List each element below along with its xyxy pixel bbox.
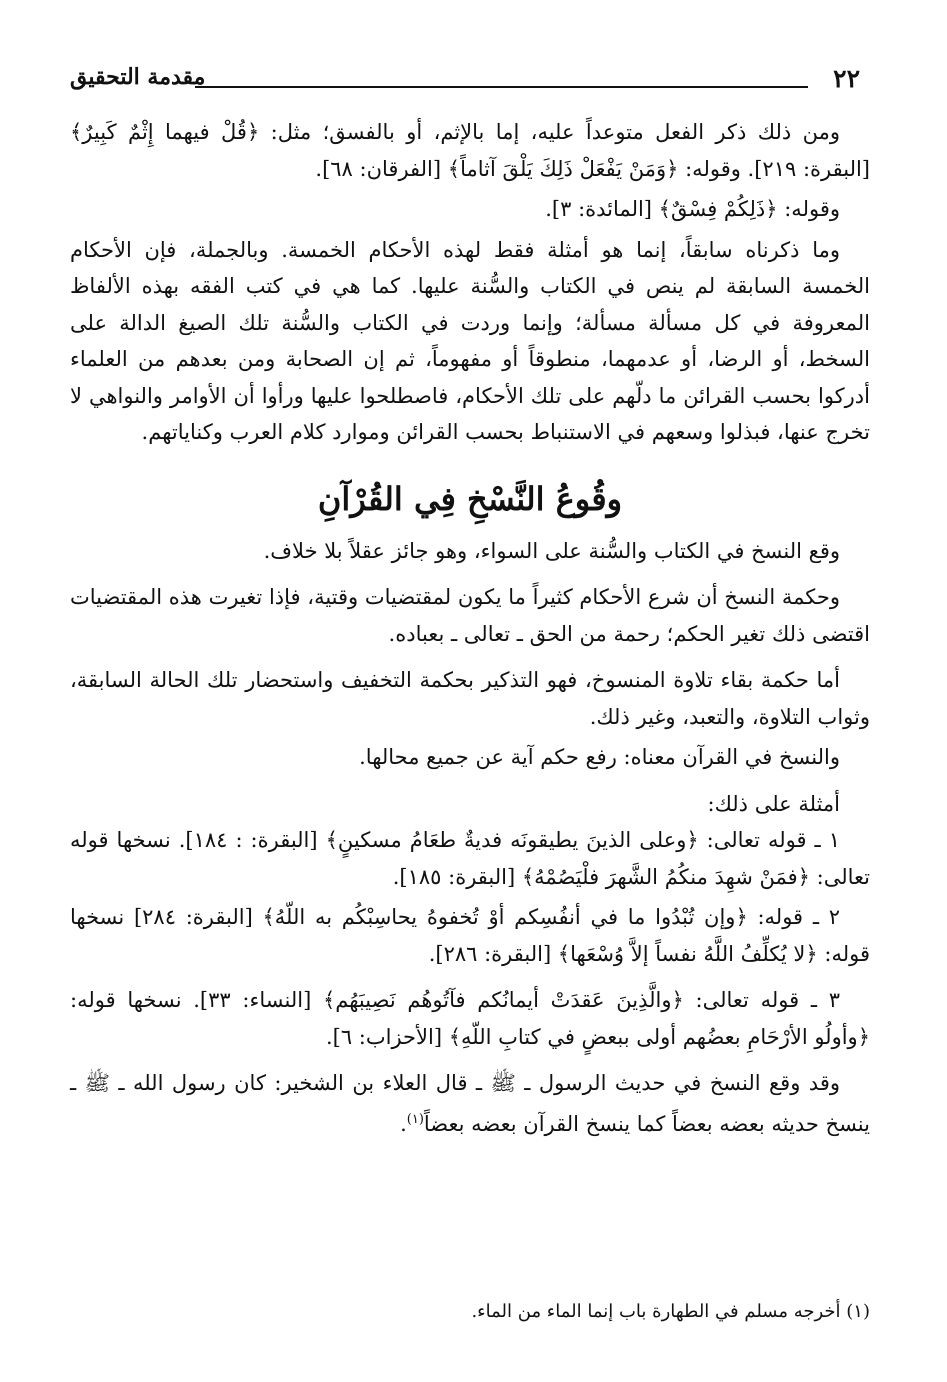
paragraph: ومن ذلك ذكر الفعل متوعداً عليه، إما بالإثم، أو بالفسق؛ مثل: ﴿قُلْ فيهما إِثْمٌ كَبِيرٌ﴾ [البقرة: ٢١٩]. وقوله: ﴿وَمَنْ يَفْعَلْ ذَلِكَ يَلْقَ آثاماً﴾ [الفرقان: ٦٨]. xyxy=(70,120,870,181)
book-page xyxy=(70,58,870,1358)
paragraph: وقع النسخ في الكتاب والسُّنة على السواء، وهو جائز عقلاً بلا خلاف. xyxy=(263,538,840,563)
paragraph: وما ذكرناه سابقاً، إنما هو أمثلة فقط لهذه الأحكام الخمسة. وبالجملة، فإن الأحكام الخمسة السابقة لم ينص في الكتاب والسُّنة عليها. كما هي في كتب الفقه بهذه الألفاظ المعروفة في كل مسألة مسألة؛ وإنما وردت في الكتاب والسُّنة تلك الصيغ الدالة على السخط، أو الرضا، أو عدمهما، منطوقاً أو مفهوماً، ثم إن الصحابة ومن بعدهم من العلماء أدركوا بحسب القرائن ما دلّهم على تلك الأحكام، فاصطلحوا عليها ورأوا أن الأوامر والنواهي لا تخرج عنها، فبذلوا وسعهم في الاستنباط بحسب القرائن وموارد كلام العرب وكناياتهم. xyxy=(70,237,870,444)
section-title: وقُوعُ النَّسْخِ فِي القُرْآنِ xyxy=(317,479,623,518)
paragraph: أما حكمة بقاء تلاوة المنسوخ، فهو التذكير بحكمة التخفيف واستحضار تلك الحالة السابقة، وثواب التلاوة، والتعبد، وغير ذلك. xyxy=(70,668,870,729)
page-header xyxy=(70,58,870,98)
footnote: (١) أخرجه مسلم في الطهارة باب إنما الماء من الماء. xyxy=(471,1301,870,1322)
example-item: ٣ ـ قوله تعالى: ﴿والَّذِينَ عَقدَتْ أيمانُكم فآتُوهُم نَصِيبَهُم﴾ [النساء: ٣٣]. نسخها قوله: ﴿وأولُو الأرْحَامِ بعضُهم أولى ببعضٍ في كتابِ اللّهِ﴾ [الأحزاب: ٦]. xyxy=(70,988,870,1049)
header-rule xyxy=(195,86,808,88)
page-number: ٢٢ xyxy=(833,64,860,93)
paragraph: وقد وقع النسخ في حديث الرسول ـ ﷺ ـ قال العلاء بن الشخير: كان رسول الله ـ ﷺ ـ ينسخ حديثه بعضه بعضاً كما ينسخ القرآن بعضه بعضاً$^{(١)}$. xyxy=(70,1071,870,1136)
example-item: ١ ـ قوله تعالى: ﴿وعلى الذينَ يطيقونَه فديةٌ طعَامُ مسكينٍ﴾ [البقرة: : ١٨٤]. نسخها قوله تعالى: ﴿فمَنْ شهِدَ منكُمُ الشَّهرَ فلْيَصُمْهُ﴾ [البقرة: ١٨٥]. xyxy=(70,828,870,889)
final-paragraph-text: وقد وقع النسخ في حديث الرسول ـ ﷺ ـ قال العلاء بن الشخير: كان رسول الله ـ ﷺ ـ ينسخ حديثه بعضه بعضاً كما ينسخ القرآن بعضه بعضاً xyxy=(70,1071,870,1136)
running-title: مقدمة التحقيق xyxy=(70,64,206,90)
paragraph: وقوله: ﴿ذَلِكُمْ فِسْقٌ﴾ [المائدة: ٣]. xyxy=(545,197,840,221)
paragraph: أمثلة على ذلك: xyxy=(707,791,840,816)
paragraph: وحكمة النسخ أن شرع الأحكام كثيراً ما يكون لمقتضيات وقتية، فإذا تغيرت هذه المقتضيات اقتضى ذلك تغير الحكم؛ رحمة من الحق ـ تعالى ـ بعباده. xyxy=(70,585,870,646)
footnote-marker: (١) xyxy=(406,1111,424,1127)
body-text xyxy=(70,114,870,1142)
example-item: ٢ ـ قوله: ﴿وإن تُبْدُوا ما في أنفُسِكم أوْ تُخفوهُ يحاسِبْكُم به اللّهُ﴾ [البقرة: ٢٨٤] نسخها قوله: ﴿لا يُكلِّفُ اللَّهُ نفساً إلاَّ وُسْعَها﴾ [البقرة: ٢٨٦]. xyxy=(70,905,870,966)
paragraph: والنسخ في القرآن معناه: رفع حكم آية عن جميع محالها. xyxy=(359,745,840,769)
